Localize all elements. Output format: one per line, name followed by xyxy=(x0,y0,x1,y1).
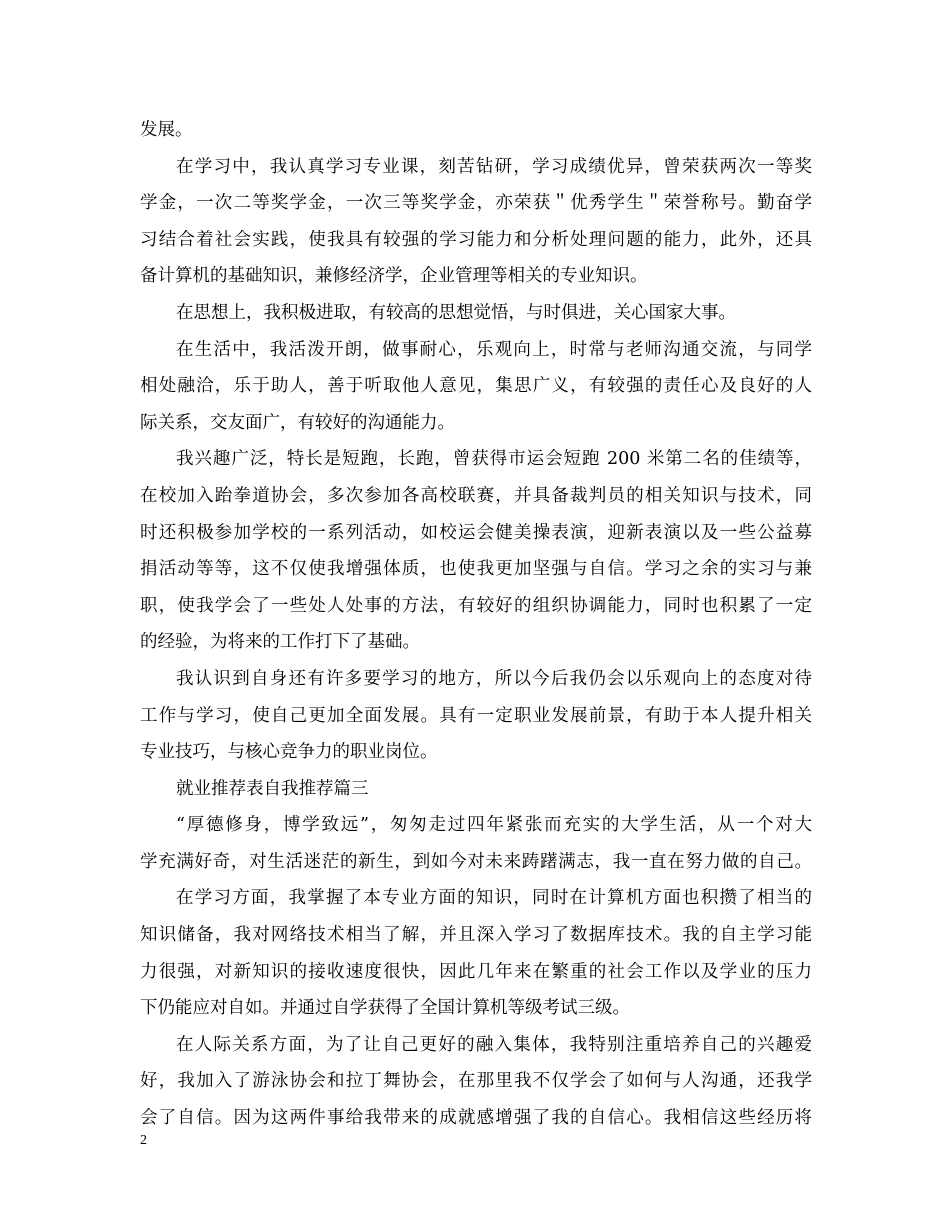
text-line: 我兴趣广泛，特长是短跑，长跑，曾获得市运会短跑 200 米第二名的佳绩等， xyxy=(176,449,812,470)
text-line: 好，我加入了游泳协会和拉丁舞协会，在那里我不仅学会了如何与人沟通，还我学 xyxy=(140,1071,812,1092)
text-line: 在校加入跆拳道协会，多次参加各高校联赛，并具备裁判员的相关知识与技术，同 xyxy=(140,485,812,506)
text-line: 学金，一次二等奖学金，一次三等奖学金，亦荣获＂优秀学生＂荣誉称号。勤奋学 xyxy=(140,193,812,214)
text-line: 我认识到自身还有许多要学习的地方，所以今后我仍会以乐观向上的态度对待 xyxy=(176,668,812,689)
text-line: 捐活动等等，这不仅使我增强体质，也使我更加坚强与自信。学习之余的实习与兼 xyxy=(140,559,812,580)
text-line: 在学习方面，我掌握了本专业方面的知识，同时在计算机方面也积攒了相当的 xyxy=(176,888,812,909)
text-line: 会了自信。因为这两件事给我带来的成就感增强了我的自信心。我相信这些经历将 xyxy=(140,1108,812,1129)
text-line: 相处融洽，乐于助人，善于听取他人意见，集思广义，有较强的责任心及良好的人 xyxy=(140,376,812,397)
text-line: 在生活中，我活泼开朗，做事耐心，乐观向上，时常与老师沟通交流，与同学 xyxy=(176,339,812,360)
text-line: 发展。 xyxy=(140,120,193,140)
text-line: 就业推荐表自我推荐篇三 xyxy=(176,778,369,799)
document-body xyxy=(140,112,812,1137)
text-line: 在思想上，我积极进取，有较高的思想觉悟，与时俱进，关心国家大事。 xyxy=(176,302,736,323)
text-line: 习结合着社会实践，使我具有较强的学习能力和分析处理问题的能力，此外，还具 xyxy=(140,229,812,250)
page-number: 2 xyxy=(140,1133,147,1148)
text-line: 学充满好奇，对生活迷茫的新生，到如今对未来踌躇满志，我一直在努力做的自己。 xyxy=(140,851,812,872)
text-line: 备计算机的基础知识，兼修经济学，企业管理等相关的专业知识。 xyxy=(140,266,648,287)
text-line: 时还积极参加学校的一系列活动，如校运会健美操表演，迎新表演以及一些公益募 xyxy=(140,522,812,543)
text-line: 在人际关系方面，为了让自己更好的融入集体，我特别注重培养自己的兴趣爱 xyxy=(176,1034,812,1055)
text-line: 下仍能应对自如。并通过自学获得了全国计算机等级考试三级。 xyxy=(140,998,630,1019)
text-line: 际关系，交友面广，有较好的沟通能力。 xyxy=(140,412,455,433)
text-line: 力很强，对新知识的接收速度很快，因此几年来在繁重的社会工作以及学业的压力 xyxy=(140,961,812,982)
text-line: 专业技巧，与核心竞争力的职业岗位。 xyxy=(140,742,438,763)
text-line: 工作与学习，使自己更加全面发展。具有一定职业发展前景，有助于本人提升相关 xyxy=(140,705,812,726)
text-line: 职，使我学会了一些处人处事的方法，有较好的组织协调能力，同时也积累了一定 xyxy=(140,595,812,616)
text-line: 知识储备，我对网络技术相当了解，并且深入学习了数据库技术。我的自主学习能 xyxy=(140,925,812,946)
text-line: 的经验，为将来的工作打下了基础。 xyxy=(140,632,420,653)
text-line: “厚德修身，博学致远”，匆匆走过四年紧张而充实的大学生活，从一个对大 xyxy=(176,815,812,836)
text-line: 在学习中，我认真学习专业课，刻苦钻研，学习成绩优异，曾荣获两次一等奖 xyxy=(176,156,812,177)
